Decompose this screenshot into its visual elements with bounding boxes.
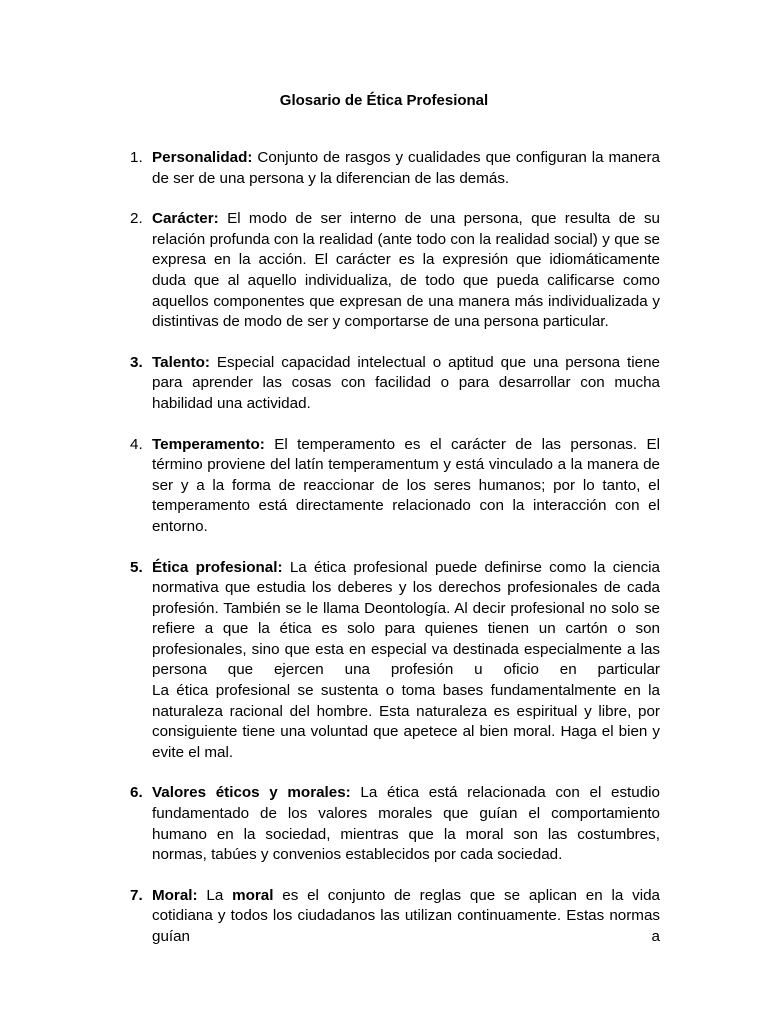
glossary-item-caracter [0, 209, 660, 333]
item-term: Talento: [152, 353, 210, 371]
item-number: 6. [130, 784, 143, 802]
item-body [152, 148, 660, 189]
item-term: Temperamento: [152, 435, 265, 453]
item-body [152, 435, 660, 538]
item-definition-rest: es el conjunto de reglas que se aplican en la vida cotidiana y todos los ciudadanos las utilizan continuamente. Estas normas guían a [152, 886, 660, 945]
item-body [152, 209, 660, 333]
item-number: 7. [130, 886, 143, 904]
document-title: Glosario de Ética Profesional [279, 92, 489, 109]
glossary-list [0, 148, 768, 968]
item-definition: La ética profesional puede definirse como la ciencia normativa que estudia los deberes y los derechos profesionales de cada profesión. También se le llama Deontología. Al decir profesional no solo se refiere a que la ética es solo para quienes tienen un cartón o son profesionales, sino que esta en especial va destinada especialmente a las persona que ejercen una profesión u oficio en particular [152, 558, 660, 679]
glossary-item-etica-profesional [0, 558, 660, 764]
item-term: Valores éticos y morales: [152, 784, 351, 802]
item-number: 4. [130, 435, 143, 453]
item-body [152, 886, 660, 948]
item-body [152, 783, 660, 865]
glossary-item-valores [0, 783, 660, 865]
item-definition: El modo de ser interno de una persona, que resulta de su relación profunda con la realidad (ante todo con la realidad social) y que se expresa en la acción. El carácter es la expresión que idiomáticamente duda que al aquello individualiza, de todo que pueda calificarse como aquellos componentes que expresan de una manera más individualizada y distintivas de modo de ser y comportarse de una persona particular. [152, 210, 660, 331]
item-definition: Especial capacidad intelectual o aptitud que una persona tiene para aprender las cosas con facilidad o para desarrollar con mucha habilidad una actividad. [152, 353, 660, 412]
item-number: 1. [130, 149, 143, 166]
item-number: 5. [130, 558, 143, 576]
item-definition-start: La [206, 886, 224, 904]
item-definition: El temperamento es el carácter de las personas. El término proviene del latín temperamentum y está vinculado a la manera de ser y a la forma de reaccionar de los seres humanos; por lo tanto, el temperamento está directamente relacionado con la interacción con el entorno. [152, 435, 660, 535]
glossary-item-talento [0, 353, 660, 415]
item-definition: La ética está relacionada con el estudio fundamentado de los valores morales que guían el comportamiento humano en la sociedad, mientras que la moral son las costumbres, normas, tabúes y convenios establecidos por cada sociedad. [152, 784, 660, 864]
item-definition: Conjunto de rasgos y cualidades que configuran la manera de ser de una persona y la diferencian de las demás. [152, 149, 660, 187]
item-body [152, 353, 660, 415]
item-term: Ética profesional: [152, 558, 283, 576]
item-number: 3. [130, 353, 143, 371]
item-term: Moral: [152, 886, 198, 904]
glossary-item-temperamento [0, 435, 660, 538]
item-term: Personalidad: [152, 149, 253, 166]
glossary-item-personalidad [0, 148, 660, 189]
item-inline-term: moral [232, 886, 274, 904]
item-body-continued [152, 681, 660, 763]
item-number: 2. [130, 210, 143, 228]
item-body [152, 558, 660, 682]
item-definition-continued: La ética profesional se sustenta o toma bases fundamentalmente en la naturaleza racional del hombre. Esta naturaleza es espiritual y libre, por consiguiente tiene una voluntad que apetece al bien moral. Haga el bien y evite el mal. [152, 682, 660, 761]
item-term: Carácter: [152, 210, 219, 228]
glossary-item-moral [0, 886, 660, 948]
